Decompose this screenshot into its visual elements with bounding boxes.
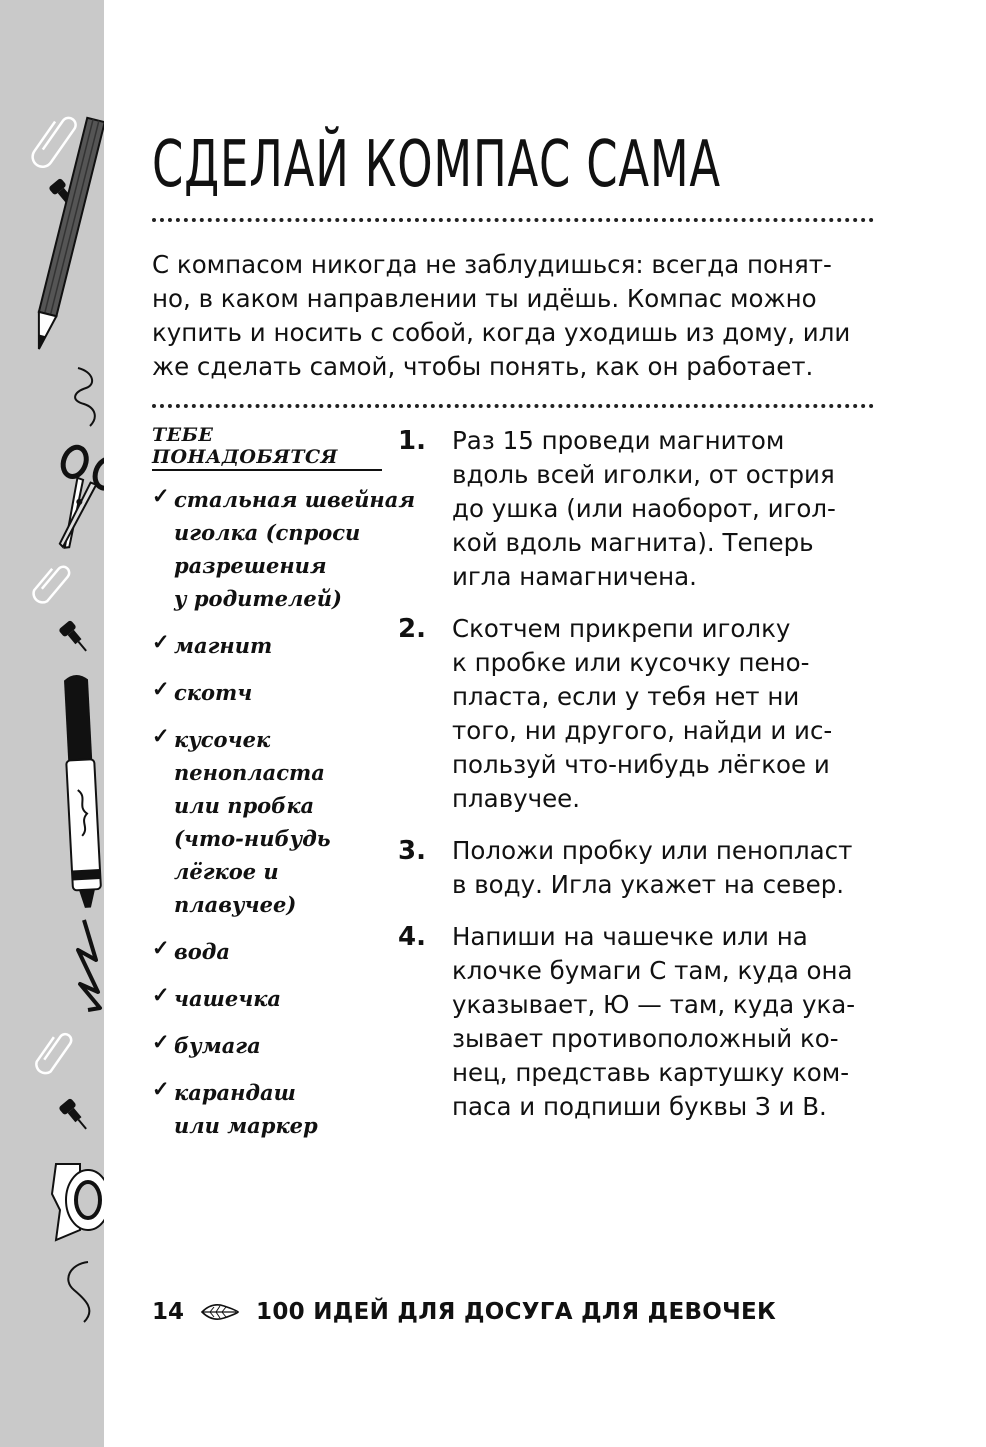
materials-item-text: чашечка [174, 986, 282, 1011]
paperclip-icon [30, 561, 71, 606]
step-text-line: клочке бумаги С там, куда она [452, 956, 853, 985]
step-number: 3. [398, 836, 426, 866]
paperclip-icon [29, 112, 79, 171]
checkmark-icon: ✓ [152, 1076, 170, 1101]
materials-heading: ТЕБЕ ПОНАДОБЯТСЯ [152, 424, 382, 471]
materials-item-text: карандаш [174, 1080, 296, 1105]
marker-icon [62, 674, 102, 908]
step-text-line: кой вдоль магнита). Теперь [452, 528, 814, 557]
instruction-steps [398, 424, 878, 1142]
step-text [452, 612, 878, 816]
squiggle-icon [78, 920, 100, 1010]
step-item [398, 612, 878, 816]
page-footer [152, 1294, 776, 1330]
materials-item-text: стальная швейная [174, 487, 416, 512]
checkmark-icon: ✓ [152, 629, 170, 654]
materials-item-text: или пробка [174, 793, 315, 818]
materials-item-text: (что-нибудь [174, 826, 331, 851]
step-text-line: Скотчем прикрепи иголку [452, 614, 791, 643]
step-text-line: Напиши на чашечке или на [452, 922, 808, 951]
step-text-line: указывает, Ю — там, куда ука- [452, 990, 856, 1019]
squiggle-icon [75, 368, 95, 426]
checkmark-icon: ✓ [152, 982, 170, 1007]
materials-item-text: у родителей) [174, 586, 342, 611]
paperclip-icon [33, 1029, 73, 1076]
dotted-divider [152, 404, 874, 408]
page-title: СДЕЛАЙ КОМПАС САМА [152, 128, 721, 202]
materials-item-text: лёгкое и [174, 859, 279, 884]
step-item [398, 424, 878, 594]
step-text-line: Положи пробку или пенопласт [452, 836, 853, 865]
checkmark-icon: ✓ [152, 935, 170, 960]
step-text-line: паса и подпиши буквы З и В. [452, 1092, 827, 1121]
tape-roll-icon [52, 1164, 104, 1240]
step-text-line: пласта, если у тебя нет ни [452, 682, 800, 711]
step-text-line: зывает противоположный ко- [452, 1024, 839, 1053]
pushpin-icon [58, 1098, 92, 1134]
intro-line: но, в каком направлении ты идёшь. Компас можно [152, 284, 817, 313]
dotted-divider [152, 218, 874, 222]
scissors-icon [36, 444, 104, 556]
intro-line: же сделать самой, чтобы понять, как он работает. [152, 352, 814, 381]
materials-item-text: иголка (спроси [174, 520, 361, 545]
materials-item [152, 629, 382, 662]
step-item [398, 920, 878, 1124]
materials-item-text: бумага [174, 1033, 261, 1058]
materials-item [152, 1076, 382, 1142]
intro-line: купить и носить с собой, когда уходишь из дому, или [152, 318, 851, 347]
materials-item-text: магнит [174, 633, 273, 658]
checkmark-icon: ✓ [152, 676, 170, 701]
step-text-line: к пробке или кусочку пено- [452, 648, 810, 677]
pencil-icon [30, 118, 104, 351]
step-number: 1. [398, 426, 426, 456]
intro-paragraph [152, 248, 876, 384]
materials-item-text: кусочек [174, 727, 271, 752]
step-text [452, 834, 878, 902]
step-item [398, 834, 878, 902]
materials-item [152, 723, 382, 921]
intro-line: С компасом никогда не заблудишься: всегда понят- [152, 250, 832, 279]
step-text-line: пользуй что-нибудь лёгкое и [452, 750, 830, 779]
materials-item-text: вода [174, 939, 231, 964]
step-text-line: того, ни другого, найди и ис- [452, 716, 833, 745]
step-text-line: игла намагничена. [452, 562, 697, 591]
materials-item-text: разрешения [174, 553, 327, 578]
step-text-line: Раз 15 проведи магнитом [452, 426, 785, 455]
materials-item-text: скотч [174, 680, 253, 705]
pushpin-icon [58, 620, 92, 656]
step-text-line: в воду. Игла укажет на север. [452, 870, 845, 899]
step-text-line: до ушка (или наоборот, игол- [452, 494, 836, 523]
step-text [452, 424, 878, 594]
checkmark-icon: ✓ [152, 483, 170, 508]
materials-item [152, 935, 382, 968]
step-text [452, 920, 878, 1124]
leaf-icon [198, 1301, 242, 1323]
page-number: 14 [152, 1299, 185, 1325]
materials-item-text: или маркер [174, 1113, 318, 1138]
materials-item-text: плавучее) [174, 892, 297, 917]
materials-list [152, 424, 416, 1156]
step-number: 4. [398, 922, 426, 952]
decorative-sidebar [0, 0, 104, 1447]
step-text-line: нец, представь картушку ком- [452, 1058, 850, 1087]
step-text-line: плавучее. [452, 784, 581, 813]
materials-item [152, 982, 382, 1015]
materials-item [152, 676, 382, 709]
materials-item [152, 1029, 382, 1062]
squiggle-icon [68, 1262, 89, 1322]
checkmark-icon: ✓ [152, 723, 170, 748]
step-number: 2. [398, 614, 426, 644]
materials-item-text: пенопласта [174, 760, 325, 785]
checkmark-icon: ✓ [152, 1029, 170, 1054]
book-title: 100 ИДЕЙ ДЛЯ ДОСУГА ДЛЯ ДЕВОЧЕК [256, 1299, 777, 1325]
step-text-line: вдоль всей иголки, от острия [452, 460, 835, 489]
materials-item [152, 483, 416, 615]
